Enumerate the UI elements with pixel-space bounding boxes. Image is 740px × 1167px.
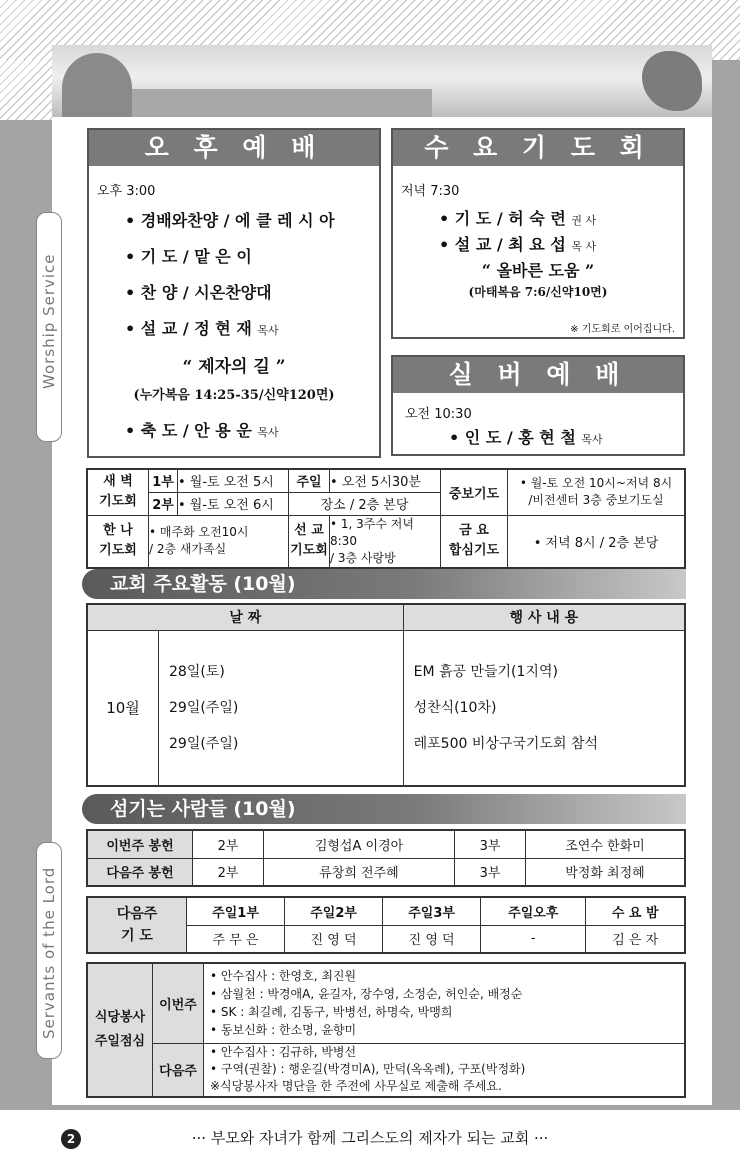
list-item: • 삼월천 : 박경애A, 윤길자, 장수영, 소정순, 허인순, 배정순 bbox=[210, 987, 523, 1002]
afternoon-line-4: • 설 교 / 정 현 재 목사 bbox=[125, 319, 279, 338]
offering-table bbox=[86, 829, 686, 887]
dawn-place: 장소 / 2층 본당 bbox=[289, 492, 441, 515]
activity-event: 레포500 비상구국기도회 참석 bbox=[413, 735, 598, 752]
next-prayer-name: 김 은 자 bbox=[586, 925, 685, 953]
afternoon-line-2: • 기 도 / 맡 은 이 bbox=[125, 247, 252, 266]
dawn-part-2-time: • 월-토 오전 6시 bbox=[178, 492, 289, 515]
list-item: • 구역(권찰) : 행운길(박경미A), 만덕(옥옥례), 구포(박정화) bbox=[210, 1062, 526, 1077]
activity-date: 28일(토) bbox=[169, 663, 225, 680]
offering-part-3-names: 조연수 한화미 bbox=[526, 830, 686, 858]
servants-banner: 섬기는 사람들 (10월) bbox=[82, 794, 686, 824]
activities-banner: 교회 주요활동 (10월) bbox=[82, 569, 686, 599]
wednesday-sermon-title: “ 올바른 도움 ” bbox=[481, 261, 595, 280]
activities-header-date: 날 짜 bbox=[87, 604, 403, 630]
activities-table bbox=[86, 603, 686, 787]
kitchen-this-week-label: 이번주 bbox=[153, 963, 204, 1043]
afternoon-line-1: • 경배와찬양 / 에 클 레 시 아 bbox=[125, 211, 335, 230]
next-prayer-label: 다음주 기 도 bbox=[87, 897, 187, 953]
dawn-sunday-time: • 오전 5시30분 bbox=[330, 469, 441, 492]
wednesday-prayer-box bbox=[391, 128, 685, 339]
wednesday-title: 수 요 기 도 회 bbox=[393, 130, 683, 166]
side-label-worship: Worship Service bbox=[40, 253, 58, 389]
list-item: • 안수집사 : 김규하, 박병선 bbox=[210, 1045, 357, 1060]
list-item: • 안수집사 : 한영호, 최진원 bbox=[210, 969, 357, 984]
next-prayer-header: 주일오후 bbox=[481, 897, 586, 925]
wednesday-line-2: • 설 교 / 최 요 섭 목 사 bbox=[439, 235, 597, 254]
next-prayer-table bbox=[86, 896, 686, 954]
kitchen-service-table bbox=[86, 962, 686, 1098]
header-photo bbox=[52, 45, 712, 117]
afternoon-sermon-ref: (누가복음 14:25-35/신약120면) bbox=[133, 388, 335, 403]
intercession-time: • 월-토 오전 10시~저녁 8시 /비전센터 3층 중보기도실 bbox=[508, 469, 686, 515]
next-prayer-header: 주일1부 bbox=[187, 897, 285, 925]
left-hatch bbox=[0, 60, 52, 120]
offering-part-2: 2부 bbox=[193, 830, 264, 858]
kitchen-next-week-label: 다음주 bbox=[153, 1043, 204, 1097]
activity-event: 성찬식(10차) bbox=[413, 699, 497, 716]
next-prayer-header: 주일2부 bbox=[285, 897, 383, 925]
next-prayer-name: - bbox=[481, 925, 586, 953]
footer-text: ··· 부모와 자녀가 함께 그리스도의 제자가 되는 교회 ··· bbox=[191, 1129, 549, 1147]
silver-time: 오전 10:30 bbox=[405, 407, 472, 422]
building-image bbox=[62, 53, 132, 117]
next-prayer-header: 주일3부 bbox=[383, 897, 481, 925]
dawn-part-2: 2부 bbox=[149, 492, 178, 515]
list-item: • 동보신화 : 한소명, 윤향미 bbox=[210, 1023, 357, 1038]
list-item: ※식당봉사자 명단을 한 주전에 사무실로 제출해 주세요. bbox=[210, 1079, 502, 1094]
mission-prayer-label: 선 교 기도회 bbox=[289, 515, 330, 568]
wednesday-sermon-ref: (마태복음 7:6/신약10면) bbox=[468, 285, 608, 299]
offering-next-part-3: 3부 bbox=[455, 858, 526, 886]
offering-part-3: 3부 bbox=[455, 830, 526, 858]
friday-prayer-time: • 저녁 8시 / 2층 본당 bbox=[508, 515, 686, 568]
afternoon-time: 오후 3:00 bbox=[97, 184, 156, 199]
next-prayer-name: 주 무 은 bbox=[187, 925, 285, 953]
offering-next-part-2-names: 류창희 전주혜 bbox=[264, 858, 455, 886]
activity-event: EM 흙공 만들기(1지역) bbox=[413, 663, 558, 680]
wednesday-line-1: • 기 도 / 허 숙 련 권 사 bbox=[439, 209, 597, 228]
list-item: • SK : 최길례, 김동구, 박병선, 하명숙, 박맹희 bbox=[210, 1005, 453, 1020]
next-prayer-header: 수 요 밤 bbox=[586, 897, 685, 925]
hana-prayer-label: 한 나 기도회 bbox=[87, 515, 149, 568]
side-tab-servants bbox=[36, 842, 62, 1059]
wednesday-note: ※ 기도회로 이어집니다. bbox=[570, 324, 675, 335]
kitchen-service-label: 식당봉사 주일점심 bbox=[87, 963, 153, 1097]
kitchen-this-week-list bbox=[204, 963, 686, 1043]
activity-date: 29일(주일) bbox=[169, 699, 239, 716]
side-tab-worship bbox=[36, 212, 62, 442]
city-image bbox=[132, 89, 432, 117]
page-number: 2 bbox=[61, 1129, 81, 1149]
offering-next-week-label: 다음주 봉헌 bbox=[87, 858, 193, 886]
activities-month: 10월 bbox=[87, 630, 159, 786]
dawn-part-1-time: • 월-토 오전 5시 bbox=[178, 469, 289, 492]
afternoon-blessing: • 축 도 / 안 용 운 목사 bbox=[125, 421, 279, 440]
activity-date: 29일(주일) bbox=[169, 735, 239, 752]
dawn-prayer-label: 새 벽 기도회 bbox=[87, 469, 149, 515]
activities-events bbox=[403, 630, 685, 786]
dawn-sunday: 주일 bbox=[289, 469, 330, 492]
friday-prayer-label: 금 요 합심기도 bbox=[441, 515, 508, 568]
side-label-servants: Servants of the Lord bbox=[40, 866, 58, 1039]
silver-title: 실 버 예 배 bbox=[393, 357, 683, 393]
activities-header-event: 행 사 내 용 bbox=[403, 604, 685, 630]
mission-prayer-time: • 1, 3주수 저녁 8:30 / 3층 사랑방 bbox=[330, 515, 441, 568]
offering-next-part-3-names: 박정화 최정혜 bbox=[526, 858, 686, 886]
afternoon-sermon-title: “ 제자의 길 ” bbox=[182, 357, 286, 377]
offering-this-week-label: 이번주 봉헌 bbox=[87, 830, 193, 858]
activities-dates bbox=[159, 630, 404, 786]
map-image bbox=[642, 51, 702, 111]
intercession-label: 중보기도 bbox=[441, 469, 508, 515]
afternoon-worship-box bbox=[87, 128, 381, 458]
afternoon-title: 오 후 예 배 bbox=[89, 130, 379, 166]
hana-prayer-time: • 매주화 오전10시 / 2층 새가족실 bbox=[149, 515, 289, 568]
kitchen-next-week-list bbox=[204, 1043, 686, 1097]
wednesday-time: 저녁 7:30 bbox=[401, 184, 460, 199]
silver-line: • 인 도 / 홍 현 철 목사 bbox=[449, 428, 603, 447]
offering-part-2-names: 김형섭A 이경아 bbox=[264, 830, 455, 858]
prayer-schedule-table bbox=[86, 468, 686, 569]
next-prayer-name: 진 영 덕 bbox=[285, 925, 383, 953]
dawn-part-1: 1부 bbox=[149, 469, 178, 492]
silver-worship-box bbox=[391, 355, 685, 456]
next-prayer-name: 진 영 덕 bbox=[383, 925, 481, 953]
offering-next-part-2: 2부 bbox=[193, 858, 264, 886]
afternoon-line-3: • 찬 양 / 시온찬양대 bbox=[125, 283, 272, 302]
